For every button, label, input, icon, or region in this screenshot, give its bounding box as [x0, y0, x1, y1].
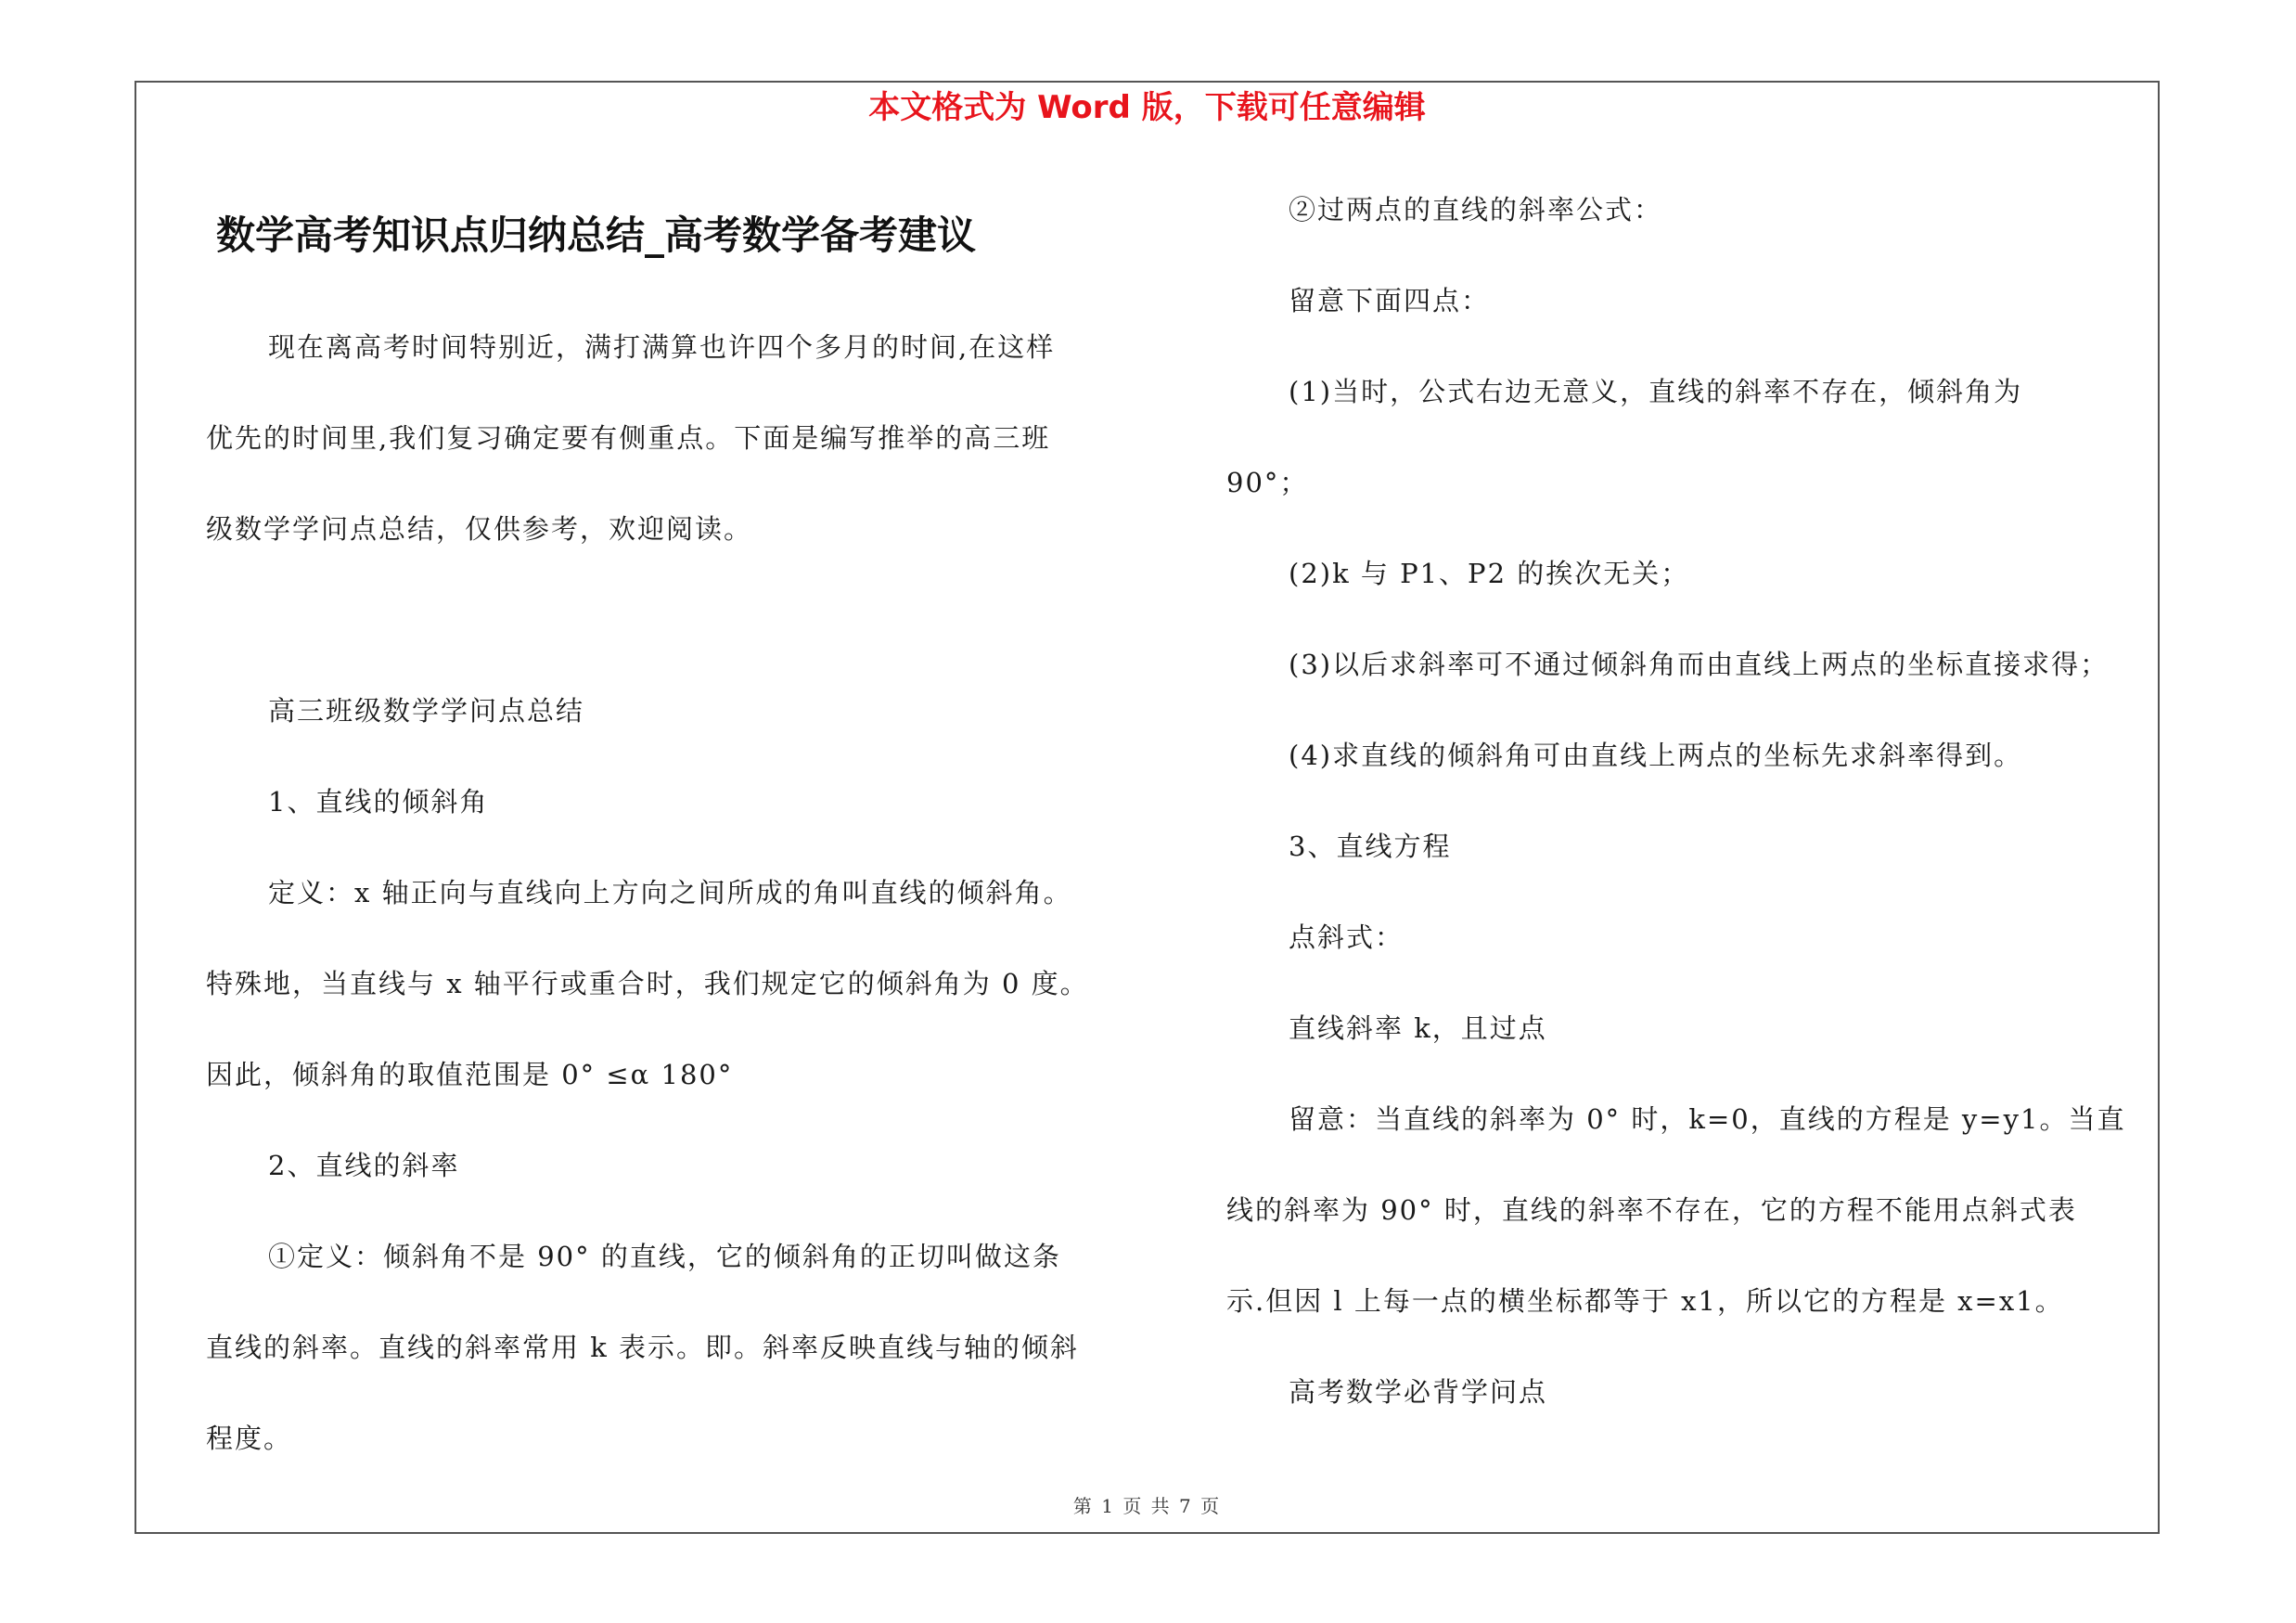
paragraph-line: 留意：当直线的斜率为 0° 时，k=0，直线的方程是 y=y1。当直	[1289, 1103, 2126, 1135]
paragraph-line: 直线的斜率。直线的斜率常用 k 表示。即。斜率反映直线与轴的倾斜	[206, 1332, 1080, 1363]
paragraph-line: 直线斜率 k，且过点	[1289, 1012, 1547, 1044]
word-format-banner: 本文格式为 Word 版，下载可任意编辑	[868, 89, 1426, 126]
left-column	[206, 318, 1180, 1501]
subsection-heading: 2、直线的斜率	[268, 1150, 460, 1181]
paragraph-line: (4)求直线的倾斜角可由直线上两点的坐标先求斜率得到。	[1289, 740, 2023, 771]
page-number-footer: 第 1 页 共 7 页	[1072, 1495, 1222, 1517]
paragraph-line: (1)当时，公式右边无意义，直线的斜率不存在，倾斜角为	[1289, 376, 2023, 407]
paragraph-line: ②过两点的直线的斜率公式：	[1289, 194, 1663, 225]
paragraph-line: 级数学学问点总结，仅供参考，欢迎阅读。	[206, 513, 753, 545]
paragraph-line: 特殊地，当直线与 x 轴平行或重合时，我们规定它的倾斜角为 0 度。	[206, 968, 1089, 999]
blank-line	[206, 591, 1180, 682]
paragraph-line: (2)k 与 P1、P2 的挨次无关；	[1289, 558, 1690, 589]
paragraph-line: 示.但因 l 上每一点的横坐标都等于 x1，所以它的方程是 x=x1。	[1226, 1285, 2064, 1317]
document-title: 数学高考知识点归纳总结_高考数学备考建议	[216, 213, 977, 258]
paragraph-line: (3)以后求斜率可不通过倾斜角而由直线上两点的坐标直接求得；	[1289, 649, 2110, 680]
right-column	[1226, 181, 2154, 1454]
paragraph-line: 因此，倾斜角的取值范围是 0° ≤α 180°	[206, 1059, 734, 1090]
subsection-heading: 1、直线的倾斜角	[268, 786, 489, 818]
paragraph-line: 线的斜率为 90° 时，直线的斜率不存在，它的方程不能用点斜式表	[1226, 1194, 2077, 1226]
paragraph-line: 点斜式：	[1289, 921, 1405, 953]
paragraph-line: 优先的时间里,我们复习确定要有侧重点。下面是编写推举的高三班	[206, 422, 1051, 454]
paragraph-line: 定义：x 轴正向与直线向上方向之间所成的角叫直线的倾斜角。	[268, 877, 1072, 908]
paragraph-line: 程度。	[206, 1423, 293, 1454]
paragraph-line: 留意下面四点：	[1289, 285, 1491, 316]
paragraph-line: ①定义：倾斜角不是 90° 的直线，它的倾斜角的正切叫做这条	[268, 1241, 1061, 1272]
section-heading: 高三班级数学学问点总结	[268, 695, 585, 727]
paragraph-line: 90°；	[1226, 467, 1309, 498]
subsection-heading: 3、直线方程	[1289, 831, 1452, 862]
paragraph-line: 现在离高考时间特别近，满打满算也许四个多月的时间,在这样	[268, 331, 1056, 363]
section-heading: 高考数学必背学问点	[1289, 1376, 1548, 1408]
